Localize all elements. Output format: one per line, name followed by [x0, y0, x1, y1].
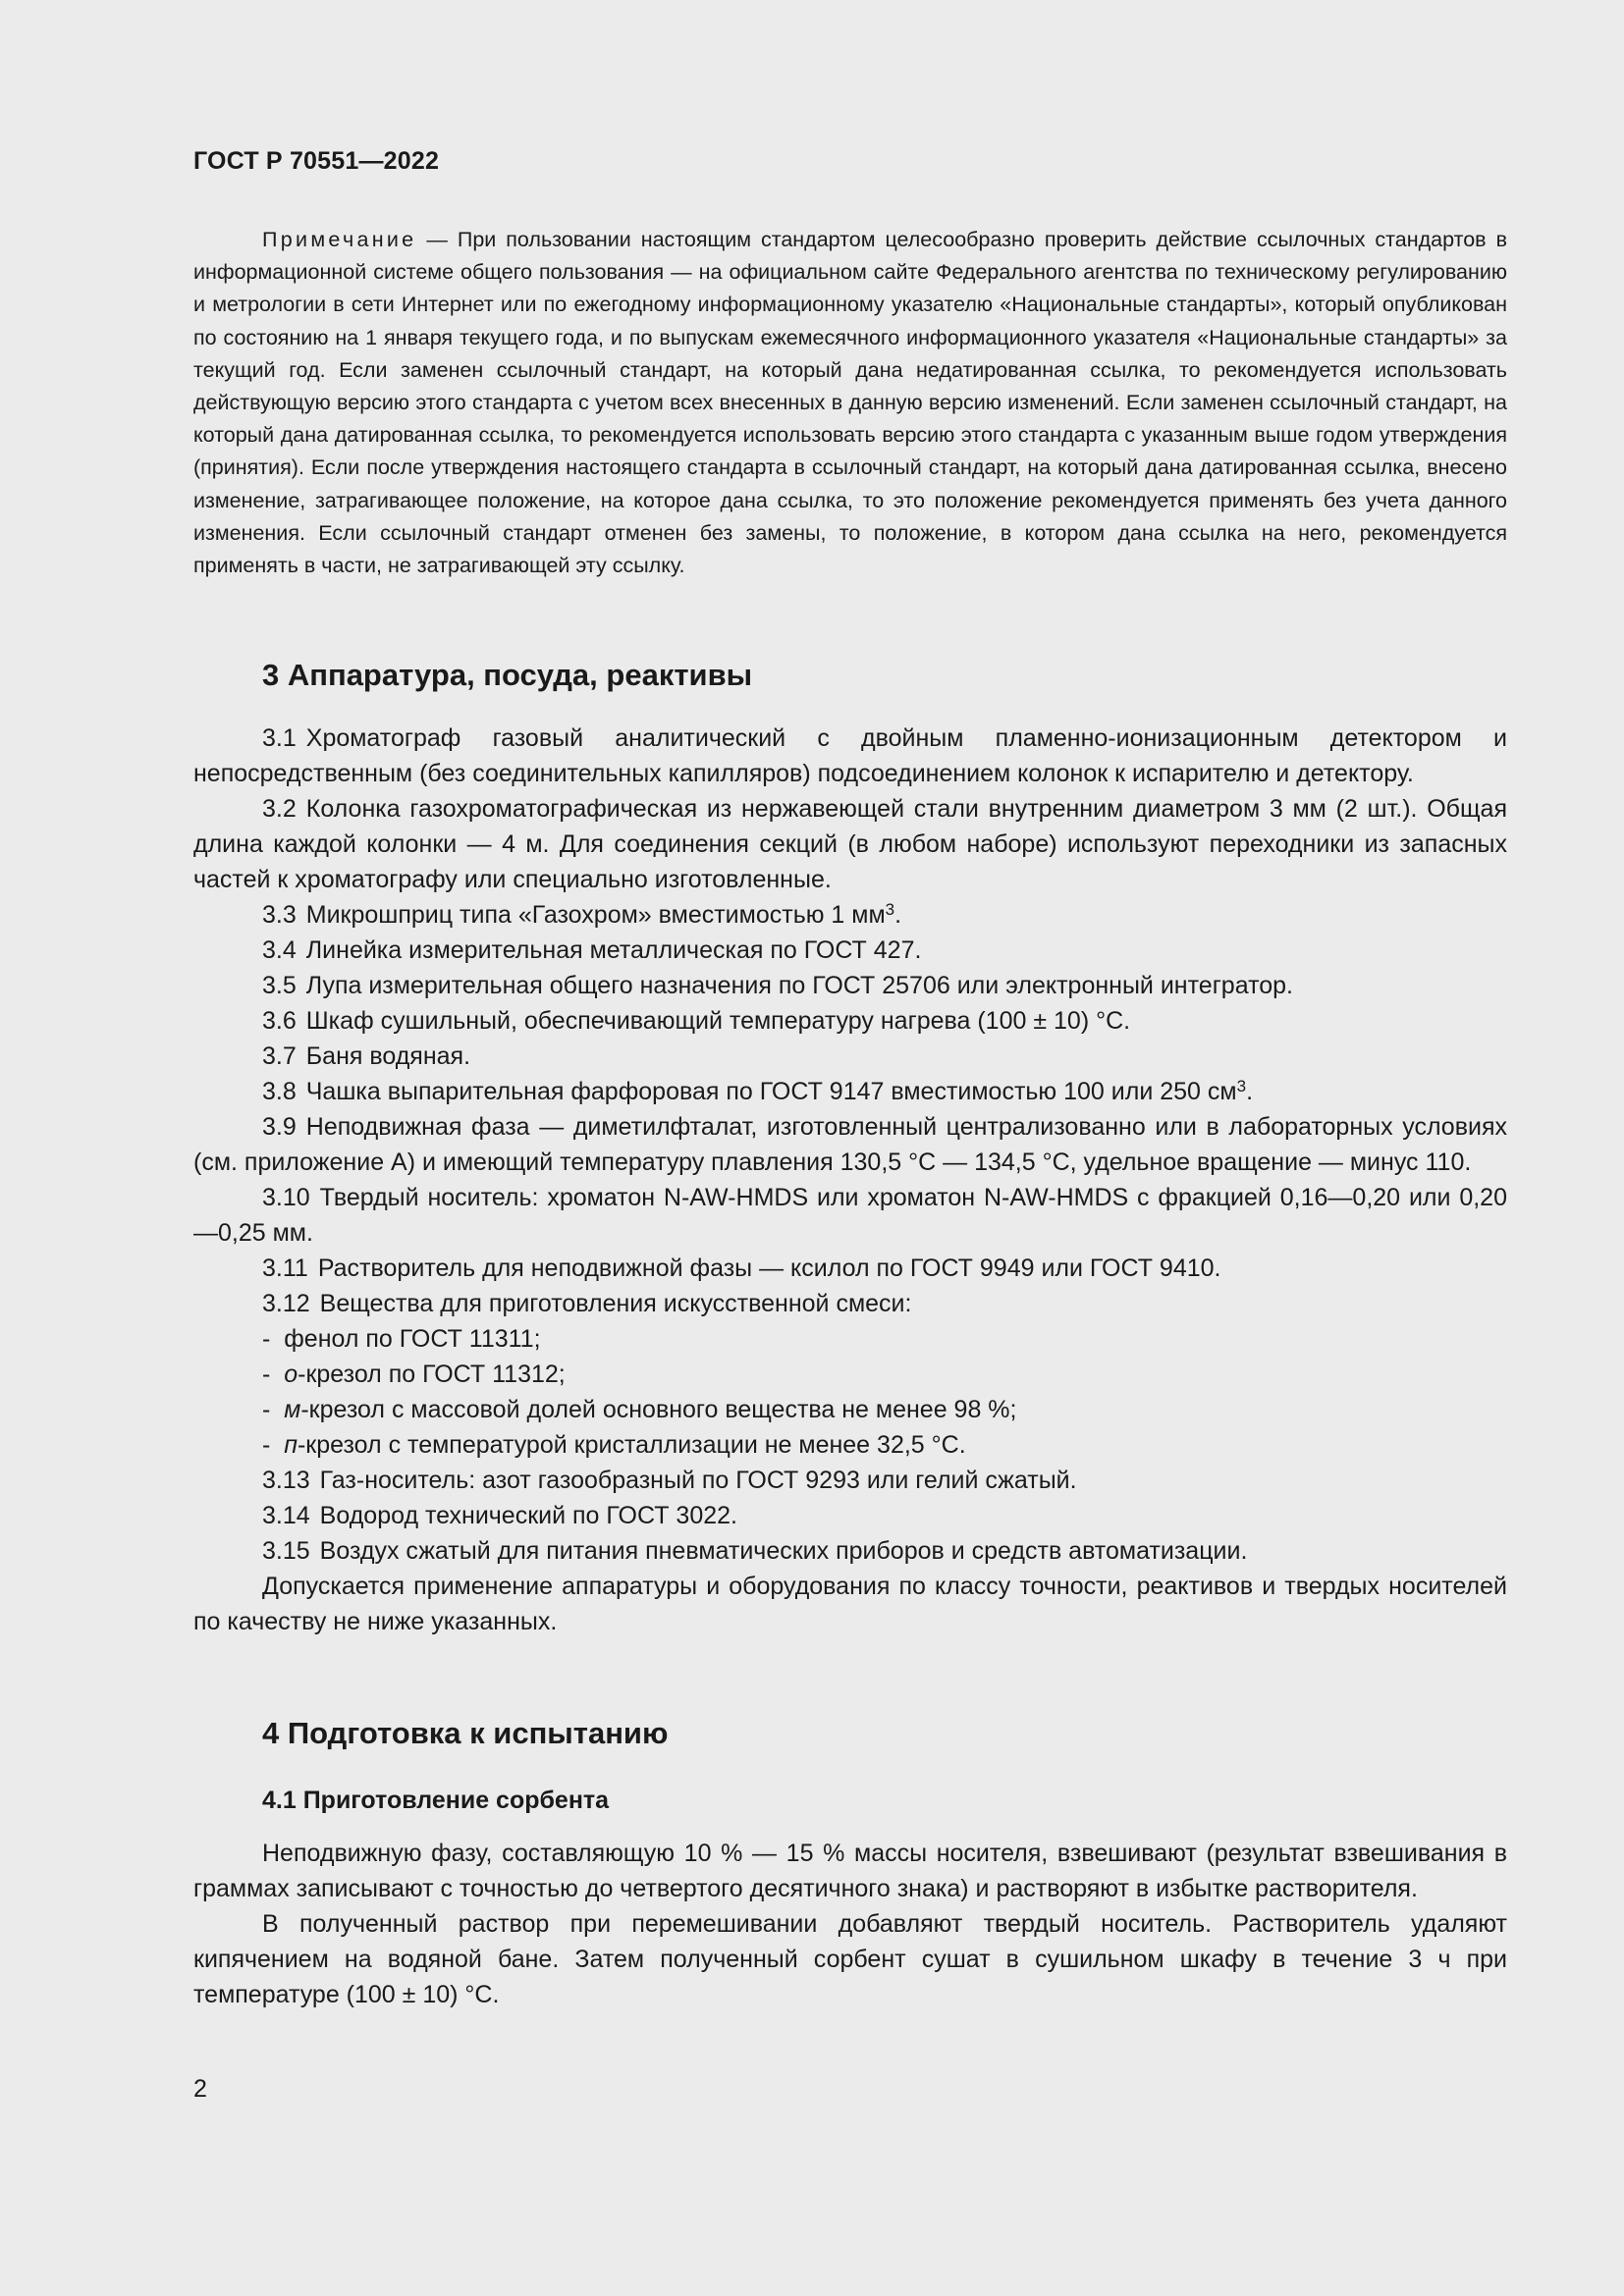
dash-item: - фенол по ГОСТ 11311; [262, 1325, 541, 1353]
section-4-title: 4 Подготовка к испытанию [262, 1716, 669, 1750]
dash-item: - о-крезол по ГОСТ 11312; [262, 1361, 566, 1388]
list-item: 3.7 Баня водяная. [262, 1042, 471, 1070]
list-item: 3.5 Лупа измерительная общего назначения по ГОСТ 25706 или электронный интегратор. [262, 972, 1293, 999]
dash-item: - м-крезол с массовой долей основного вещества не менее 98 %; [262, 1396, 1017, 1423]
list-item: 3.3 Микрошприц типа «Газохром» вместимостью 1 $мм^3$. [262, 900, 902, 929]
list-item: 3.6 Шкаф сушильный, обеспечивающий температуру нагрева (100 ± 10) °С. [262, 1007, 1131, 1035]
list-item: 3.8 Чашка выпарительная фарфоровая по ГОСТ 9147 вместимостью 100 или 250 $см^3$. [262, 1077, 1254, 1105]
list-item: 3.10 Твердый носитель: хроматон N-AW-HMDS или хроматон N-AW-HMDS с фракцией 0,16—0,20 или 0,20—0,25 мм. [193, 1184, 1507, 1247]
closing-paragraph: Допускается применение аппаратуры и оборудования по классу точности, реактивов и твердых носителей по качеству не ниже указанных. [193, 1573, 1507, 1635]
section-3-body [193, 721, 1507, 1639]
list-item: 3.9 Неподвижная фаза — диметилфталат, изготовленный централизованно или в лабораторных условиях (см. приложение А) и имеющий температуру плавления 130,5 °С — 134,5 °С, удельное вращение — минус 110. [193, 1113, 1507, 1176]
note-paragraph [193, 224, 1507, 582]
body-paragraph: В полученный раствор при перемешивании добавляют твердый носитель. Растворитель удаляют кипячением на водяной бане. Затем полученный сорбент сушат в сушильном шкафу в течение 3 ч при температуре (100 ± 10) °С. [193, 1910, 1507, 2008]
subsection-4-1-title: 4.1 Приготовление сорбента [262, 1787, 610, 1814]
list-item: 3.14 Водород технический по ГОСТ 3022. [262, 1502, 737, 1529]
section-4-body [193, 1836, 1507, 2012]
section-3-title: 3 Аппаратура, посуда, реактивы [262, 658, 753, 692]
list-item: 3.15 Воздух сжатый для питания пневматических приборов и средств автоматизации. [262, 1537, 1248, 1565]
note-text: — При пользовании настоящим стандартом целесообразно проверить действие ссылочных стандартов в информационной системе общего пользования — на официальном сайте Федерального агентства по техническому регулированию и метрологии в сети Интернет или по ежегодному информационному указателю «Национальные стандарты», который опубликован по состоянию на 1 января текущего года, и по выпускам ежемесячного информационного указателя «Национальные стандарты» за текущий год. Если заменен ссылочный стандарт, на который дана недатированная ссылка, то рекомендуется использовать действующую версию этого стандарта с учетом всех внесенных в данную версию изменений. Если заменен ссылочный стандарт, на который дана датированная ссылка, то рекомендуется использовать версию этого стандарта с указанным выше годом утверждения (принятия). Если после утверждения настоящего стандарта в ссылочный стандарт, на который дана датированная ссылка, внесено изменение, затрагивающее положение, на которое дана ссылка, то это положение рекомендуется применять без учета данного изменения. Если ссылочный стандарт отменен без замены, то положение, в котором дана ссылка на него, рекомендуется применять в части, не затрагивающей эту ссылку. [193, 228, 1507, 578]
list-item: 3.1 Хроматограф газовый аналитический с двойным пламенно-ионизационным детектором и непосредственным (без соединительных капилляров) подсоединением колонок к испарителю и детектору. [193, 724, 1507, 787]
page-number: 2 [193, 2075, 207, 2103]
list-item: 3.13 Газ-носитель: азот газообразный по ГОСТ 9293 или гелий сжатый. [262, 1467, 1077, 1494]
note-label: Примечание [262, 228, 417, 251]
body-paragraph: Неподвижную фазу, составляющую 10 % — 15 % массы носителя, взвешивают (результат взвешивания в граммах записывают с точностью до четвертого десятичного знака) и растворяют в избытке растворителя. [193, 1840, 1507, 1902]
dash-item: - п-крезол с температурой кристаллизации не менее 32,5 °С. [262, 1431, 966, 1459]
list-item: 3.4 Линейка измерительная металлическая по ГОСТ 427. [262, 936, 922, 964]
list-item: 3.12 Вещества для приготовления искусственной смеси: [262, 1290, 912, 1317]
list-item: 3.11 Растворитель для неподвижной фазы — ксилол по ГОСТ 9949 или ГОСТ 9410. [262, 1255, 1221, 1282]
list-item: 3.2 Колонка газохроматографическая из нержавеющей стали внутренним диаметром 3 мм (2 шт.). Общая длина каждой колонки — 4 м. Для соединения секций (в любом наборе) используют переходники из запасных частей к хроматографу или специально изготовленные. [193, 795, 1507, 893]
document-code-header: ГОСТ Р 70551—2022 [193, 147, 440, 175]
